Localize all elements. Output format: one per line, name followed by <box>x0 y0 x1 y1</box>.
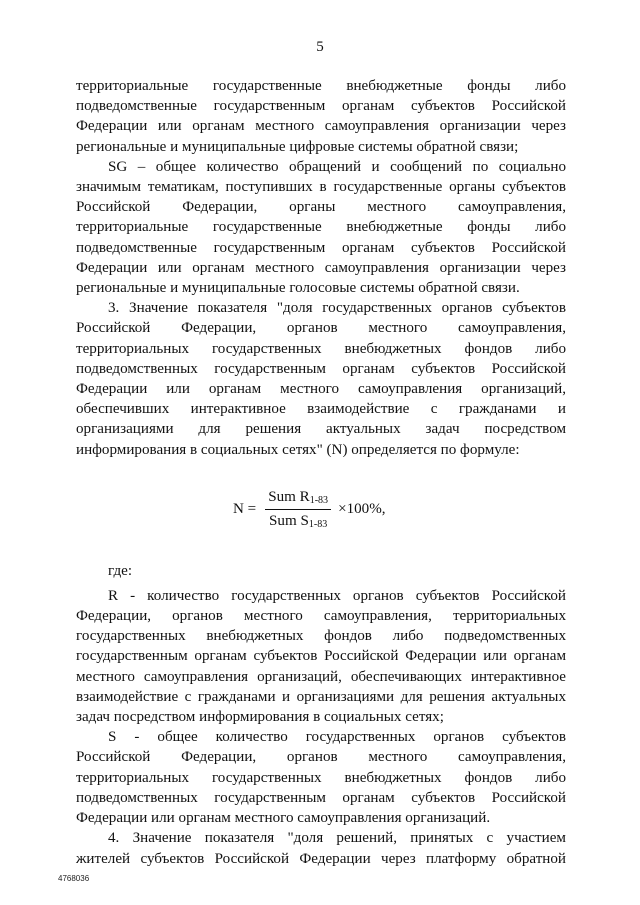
numerator-text: Sum R <box>268 489 310 506</box>
formula-numerator <box>264 489 332 509</box>
text-line: Российской Федерации, органов местного самоуправления, <box>76 320 566 337</box>
formula <box>233 481 566 539</box>
text-line: взаимодействие с гражданами и организациями для решения актуальных <box>76 688 566 705</box>
text-line: Федерации или органам местного самоуправления организации через <box>76 259 566 276</box>
paragraph-item-3 <box>76 298 566 460</box>
text-line: Федерации или органам местного самоуправления организаций. <box>76 810 491 827</box>
text-line: Российской Федерации, органов местного самоуправления, <box>76 749 566 766</box>
text-line: местного самоуправления организаций, обеспечивающих интерактивное <box>76 668 566 685</box>
formula-fraction <box>264 489 332 530</box>
text-line: информирования в социальных сетях" (N) определяется по формуле: <box>76 441 520 458</box>
text-line: S - общее количество государственных органов субъектов <box>108 729 566 746</box>
text-line: территориальных государственных внебюджетных фондов либо <box>76 769 566 786</box>
document-body <box>76 76 566 869</box>
paragraph-sg-definition <box>76 157 566 298</box>
text-line: региональные и муниципальные цифровые системы обратной связи; <box>76 138 519 155</box>
text-line: Федерации или органам местного самоуправления организации через <box>76 118 566 135</box>
text-line: Федерации, органов местного самоуправления, территориальных <box>76 608 566 625</box>
text-line: значимым тематикам, поступивших в государственные органы субъектов <box>76 179 566 196</box>
text-line: Российской Федерации, органы местного самоуправления, <box>76 199 566 216</box>
text-line: подведомственные государственным органам субъектов Российской <box>76 98 566 115</box>
paragraph-r-definition <box>76 586 566 727</box>
text-line: подведомственных государственным органам субъектов Российской <box>76 789 566 806</box>
text-line: задач посредством информирования в социальных сетях; <box>76 709 444 726</box>
formula-lhs: N = <box>233 501 257 518</box>
text-line: R - количество государственных органов субъектов Российской <box>108 587 566 604</box>
text-line: жителей субъектов Российской Федерации через платформу обратной <box>76 850 566 867</box>
paragraph-item-4 <box>76 828 566 868</box>
document-id: 4768036 <box>58 874 90 883</box>
denominator-subscript: 1-83 <box>308 519 328 531</box>
text-line: обеспечивших интерактивное взаимодействие с гражданами и <box>76 401 566 418</box>
text-line: территориальные государственные внебюджетные фонды либо <box>76 219 566 236</box>
text-line: территориальных государственных внебюджетных фондов либо <box>76 340 566 357</box>
numerator-subscript: 1-83 <box>309 495 329 507</box>
paragraph-s-definition <box>76 727 566 828</box>
text-line: Федерации или органам местного самоуправления организаций, <box>76 381 566 398</box>
text-line: государственных внебюджетных фондов либо подведомственных <box>76 628 566 645</box>
text-line: подведомственные государственным органам субъектов Российской <box>76 239 566 256</box>
text-line: территориальные государственные внебюджетные фонды либо <box>76 78 566 94</box>
denominator-text: Sum S <box>269 513 309 530</box>
text-line: 3. Значение показателя "доля государственных органов субъектов <box>108 300 566 317</box>
text-line: региональные и муниципальные голосовые системы обратной связи. <box>76 280 520 297</box>
text-line: подведомственных государственным органам субъектов Российской <box>76 360 566 377</box>
formula-multiplier: ×100%, <box>338 501 386 518</box>
text-line: 4. Значение показателя "доля решений, принятых с участием <box>108 830 566 847</box>
text-line: SG – общее количество обращений и сообщений по социально <box>108 158 566 175</box>
where-label: где: <box>108 562 133 579</box>
page-number: 5 <box>316 39 324 55</box>
formula-denominator <box>265 509 331 530</box>
text-line: государственным органам субъектов Российской Федерации или органам <box>76 648 566 665</box>
text-line: организациями для решения актуальных задач посредством <box>76 421 566 438</box>
paragraph-continuation <box>76 76 566 157</box>
